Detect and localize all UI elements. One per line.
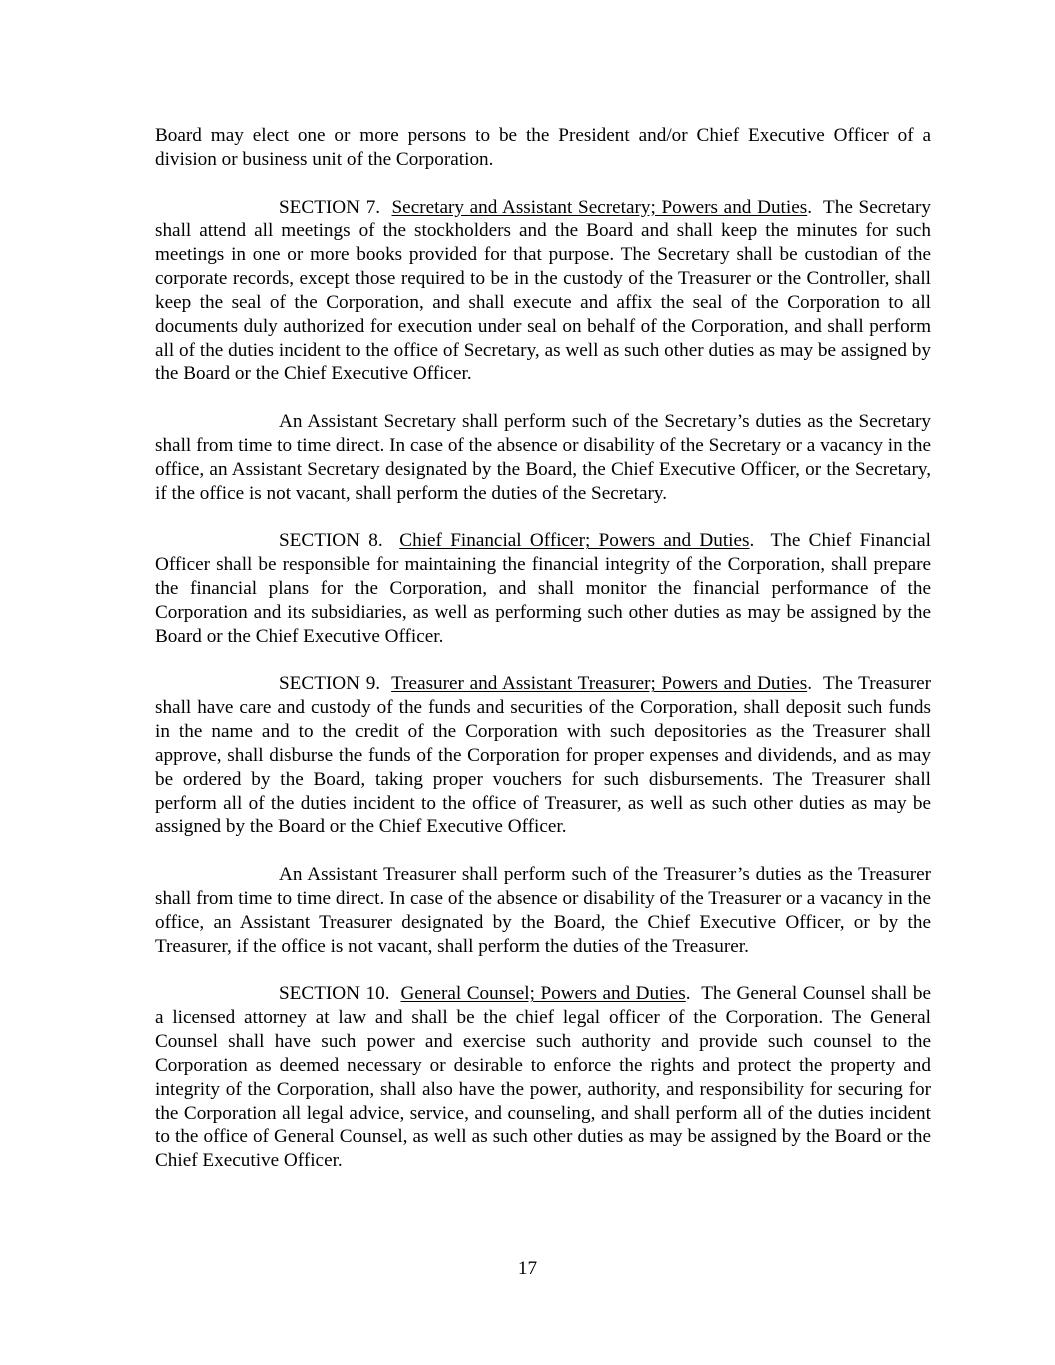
section-10-body: The General Counsel shall be a licensed attorney at law and shall be the chief legal officer of the Corporation. The General Counsel shall have such power and exercise such authority and provide such counsel to the Corporation as deemed necessary or desirable to enforce the rights and protect the property and integrity of the Corporation, shall also have the power, authority, and responsibility for securing for the Corporation all legal advice, service, and counseling, and shall perform all of the duties incident to the office of General Counsel, as well as such other duties as may be assigned by the Board or the Chief Executive Officer. bbox=[155, 983, 931, 1172]
section-7-number: SECTION 7. bbox=[279, 196, 381, 218]
section-7-title: Secretary and Assistant Secretary; Powers and Duties bbox=[391, 196, 808, 218]
assistant-secretary-paragraph: An Assistant Secretary shall perform such of the Secretary’s duties as the Secretary shall from time to time direct. In case of the absence or disability of the Secretary or a vacancy in the office, an Assistant Secretary designated by the Board, the Chief Executive Officer, or the Secretary, if the office is not vacant, shall perform the duties of the Secretary. bbox=[155, 411, 931, 504]
page-number: 17 bbox=[517, 1258, 538, 1279]
section-10-title: General Counsel; Powers and Duties bbox=[400, 983, 686, 1005]
section-10-number: SECTION 10. bbox=[279, 983, 390, 1005]
section-7-body: The Secretary shall attend all meetings of the stockholders and the Board and shall keep the minutes for such meetings in one or more books provided for that purpose. The Secretary shall be custodian of the corporate records, except those required to be in the custody of the Treasurer or the Controller, shall keep the seal of the Corporation, and shall execute and affix the seal of the Corporation to all documents duly authorized for execution under seal on behalf of the Corporation, and shall perform all of the duties incident to the office of Secretary, as well as such other duties as may be assigned by the Board or the Chief Executive Officer. bbox=[155, 196, 931, 385]
document-body bbox=[155, 124, 931, 1197]
section-8-number: SECTION 8. bbox=[279, 530, 383, 552]
continuation-paragraph: Board may elect one or more persons to be the President and/or Chief Executive Officer of a division or business unit of the Corporation. bbox=[155, 125, 931, 170]
section-8-paragraph: SECTION 8. Chief Financial Officer; Powers and Duties. The Chief Financial Officer shall be responsible for maintaining the financial integrity of the Corporation, shall prepare the financial plans for the Corporation, and shall monitor the financial performance of the Corporation and its subsidiaries, as well as performing such other duties as may be assigned by the Board or the Chief Executive Officer. bbox=[155, 530, 931, 647]
section-8-body: The Chief Financial Officer shall be responsible for maintaining the financial integrity of the Corporation, shall prepare the financial plans for the Corporation, and shall monitor the financial performance of the Corporation and its subsidiaries, as well as performing such other duties as may be assigned by the Board or the Chief Executive Officer. bbox=[155, 530, 931, 647]
section-9-number: SECTION 9. bbox=[279, 673, 381, 695]
section-8-title: Chief Financial Officer; Powers and Duties bbox=[399, 530, 750, 552]
section-9-title: Treasurer and Assistant Treasurer; Powers and Duties bbox=[391, 673, 808, 695]
section-9-paragraph: SECTION 9. Treasurer and Assistant Treasurer; Powers and Duties. The Treasurer shall have care and custody of the funds and securities of the Corporation, shall deposit such funds in the name and to the credit of the Corporation with such depositories as the Treasurer shall approve, shall disburse the funds of the Corporation for proper expenses and dividends, and as may be ordered by the Board, taking proper vouchers for such disbursements. The Treasurer shall perform all of the duties incident to the office of Treasurer, as well as such other duties as may be assigned by the Board or the Chief Executive Officer. bbox=[155, 673, 932, 838]
section-9-body: The Treasurer shall have care and custody of the funds and securities of the Corporation, shall deposit such funds in the name and to the credit of the Corporation with such depositories as the Treasurer shall approve, shall disburse the funds of the Corporation for proper expenses and dividends, and as may be ordered by the Board, taking proper vouchers for such disbursements. The Treasurer shall perform all of the duties incident to the office of Treasurer, as well as such other duties as may be assigned by the Board or the Chief Executive Officer. bbox=[155, 673, 932, 838]
section-7-paragraph: SECTION 7. Secretary and Assistant Secretary; Powers and Duties. The Secretary shall attend all meetings of the stockholders and the Board and shall keep the minutes for such meetings in one or more books provided for that purpose. The Secretary shall be custodian of the corporate records, except those required to be in the custody of the Treasurer or the Controller, shall keep the seal of the Corporation, and shall execute and affix the seal of the Corporation to all documents duly authorized for execution under seal on behalf of the Corporation, and shall perform all of the duties incident to the office of Secretary, as well as such other duties as may be assigned by the Board or the Chief Executive Officer. bbox=[155, 196, 931, 385]
section-10-paragraph: SECTION 10. General Counsel; Powers and Duties. The General Counsel shall be a licensed attorney at law and shall be the chief legal officer of the Corporation. The General Counsel shall have such power and exercise such authority and provide such counsel to the Corporation as deemed necessary or desirable to enforce the rights and protect the property and integrity of the Corporation, shall also have the power, authority, and responsibility for securing for the Corporation all legal advice, service, and counseling, and shall perform all of the duties incident to the office of General Counsel, as well as such other duties as may be assigned by the Board or the Chief Executive Officer. bbox=[155, 983, 931, 1172]
assistant-treasurer-paragraph: An Assistant Treasurer shall perform such of the Treasurer’s duties as the Treasurer shall from time to time direct. In case of the absence or disability of the Treasurer or a vacancy in the office, an Assistant Treasurer designated by the Board, the Chief Executive Officer, or by the Treasurer, if the office is not vacant, shall perform the duties of the Treasurer. bbox=[155, 864, 931, 957]
